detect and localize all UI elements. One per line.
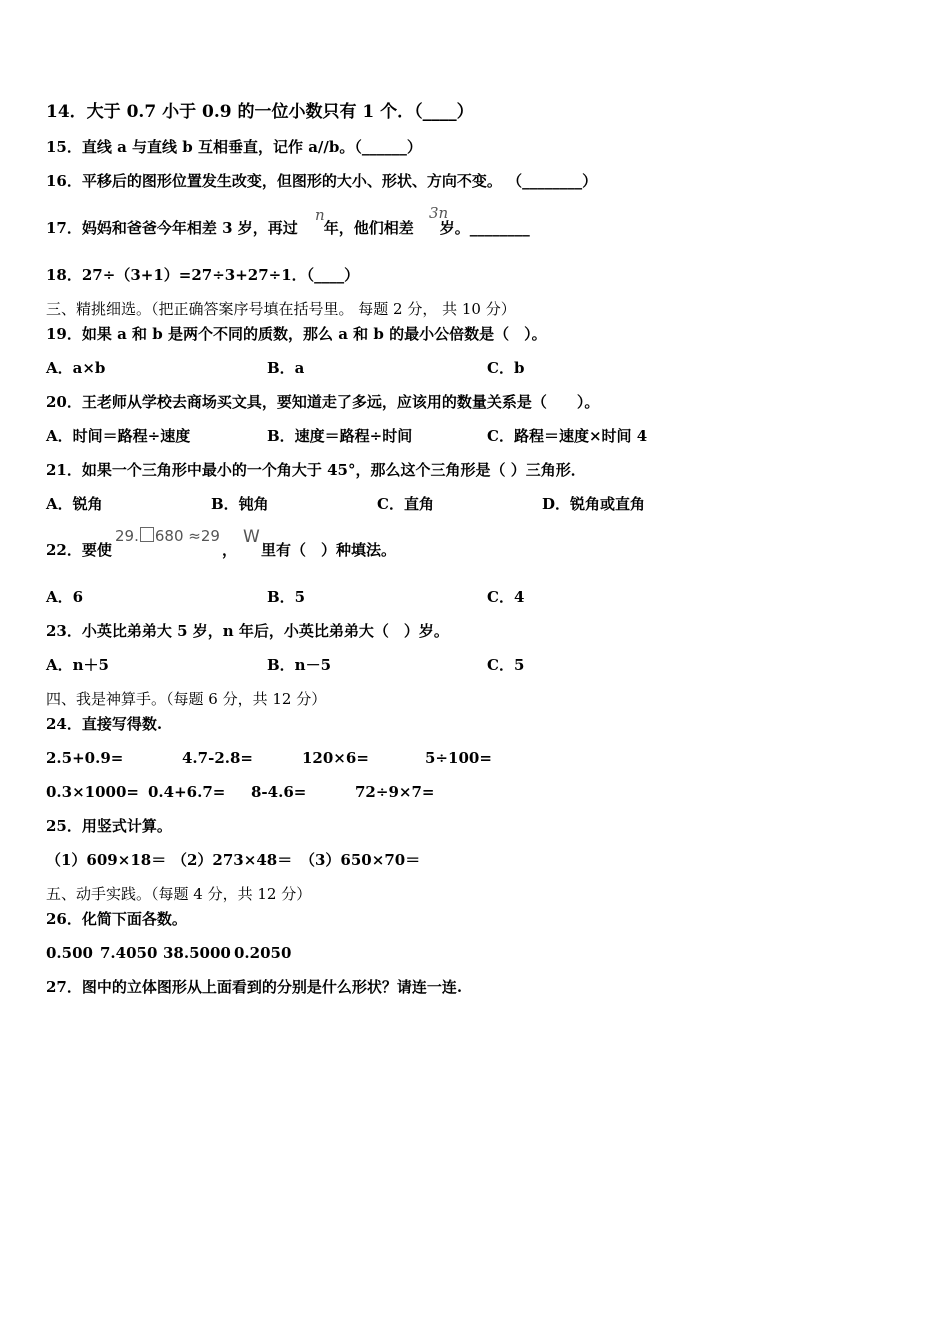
- q24-r1-item2: 4.7-2.8=: [182, 749, 253, 767]
- question-17: [46, 218, 530, 238]
- q22-formula-b: 680 ≈29: [154, 527, 220, 545]
- q20-option-c: C．路程＝速度×时间 4: [487, 427, 648, 445]
- q26-item3: 38.5000: [163, 944, 231, 962]
- q25-item2: （2）273×48＝: [172, 851, 293, 869]
- q23-option-a: A．n＋5: [46, 656, 109, 674]
- q24-r2-item3: 8-4.6=: [251, 783, 307, 801]
- q24-r2-item1: 0.3×1000=: [46, 783, 139, 801]
- q20-option-b: B．速度＝路程÷时间: [267, 427, 413, 445]
- question-18: 18．27÷（3+1）=27÷3+27÷1．（____）: [46, 266, 360, 284]
- q21-option-d: D．锐角或直角: [542, 495, 646, 513]
- q20-option-a: A．时间＝路程÷速度: [46, 427, 191, 445]
- q22-part1: 22．要使: [46, 541, 112, 559]
- question-19: 19．如果 a 和 b 是两个不同的质数，那么 a 和 b 的最小公倍数是（ ）。: [46, 325, 547, 343]
- question-24: 24．直接写得数.: [46, 715, 163, 733]
- q17-part2: 年，他们相差: [323, 219, 414, 237]
- question-26: 26．化简下面各数。: [46, 910, 187, 928]
- q17-part1: 17．妈妈和爸爸今年相差 3 岁，再过: [46, 219, 298, 237]
- question-25: 25．用竖式计算。: [46, 817, 172, 835]
- question-16: 16．平移后的图形位置发生改变，但图形的大小、形状、方向不变。 （________）: [46, 172, 598, 190]
- q22-comma: ，: [222, 541, 238, 559]
- question-22: [46, 540, 112, 560]
- q19-option-c: C．b: [487, 359, 525, 377]
- q25-item1: （1）609×18＝: [46, 851, 167, 869]
- q19-option-a: A．a×b: [46, 359, 106, 377]
- question-23: 23．小英比弟弟大 5 岁，n 年后，小英比弟弟大（ ）岁。: [46, 622, 449, 640]
- q23-option-b: B．n－5: [267, 656, 332, 674]
- q26-item1: 0.500: [46, 944, 93, 962]
- question-20: 20．王老师从学校去商场买文具，要知道走了多远，应该用的数量关系是（ ）。: [46, 393, 600, 411]
- q17-3n-variable: 3n: [429, 204, 449, 222]
- q22-part2: 里有（ ）种填法。: [261, 541, 397, 559]
- q22-option-a: A．6: [46, 588, 84, 606]
- q24-r2-item4: 72÷9×7=: [355, 783, 435, 801]
- section-5-heading: 五、动手实践。（每题 4 分，共 12 分）: [46, 885, 312, 903]
- q22-formula-a: 29.: [115, 527, 139, 545]
- q17-part3: 岁。________: [439, 219, 530, 237]
- q17-n-variable: n: [315, 206, 325, 224]
- q23-option-c: C．5: [487, 656, 525, 674]
- question-15: 15．直线 a 与直线 b 互相垂直，记作 a//b。（______）: [46, 138, 422, 156]
- q24-r1-item4: 5÷100=: [425, 749, 492, 767]
- q24-r1-item3: 120×6=: [302, 749, 369, 767]
- q22-option-c: C．4: [487, 588, 525, 606]
- question-27: 27．图中的立体图形从上面看到的分别是什么形状？请连一连.: [46, 978, 463, 996]
- section-3-heading: 三、精挑细选。（把正确答案序号填在括号里。 每题 2 分， 共 10 分）: [46, 300, 516, 318]
- q26-item4: 0.2050: [234, 944, 292, 962]
- blank-box: [140, 527, 154, 542]
- q25-item3: （3）650×70＝: [300, 851, 421, 869]
- q24-r1-item1: 2.5+0.9=: [46, 749, 124, 767]
- q21-option-a: A．锐角: [46, 495, 103, 513]
- q26-item2: 7.4050: [100, 944, 158, 962]
- q22-option-b: B．5: [267, 588, 306, 606]
- q21-option-c: C．直角: [377, 495, 434, 513]
- section-4-heading: 四、我是神算手。（每题 6 分，共 12 分）: [46, 690, 327, 708]
- question-21: 21．如果一个三角形中最小的一个角大于 45°，那么这个三角形是（ ）三角形．: [46, 461, 586, 479]
- q21-option-b: B．钝角: [211, 495, 269, 513]
- q24-r2-item2: 0.4+6.7=: [148, 783, 226, 801]
- q22-formula: [115, 527, 220, 545]
- question-14: 14．大于 0.7 小于 0.9 的一位小数只有 1 个．（____）: [46, 102, 474, 122]
- q19-option-b: B．a: [267, 359, 305, 377]
- q22-w-symbol: W: [243, 527, 260, 547]
